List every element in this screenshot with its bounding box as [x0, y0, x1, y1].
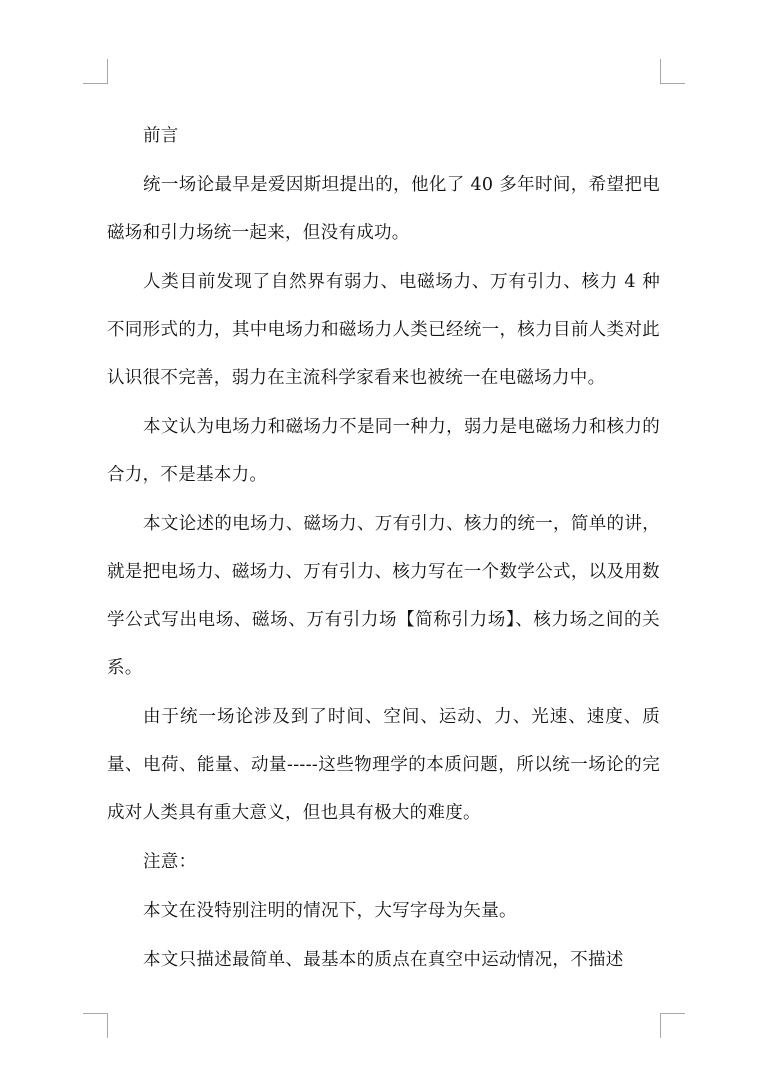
margin-mark-bottom-left	[83, 1013, 108, 1038]
paragraph: 本文论述的电场力、磁场力、万有引力、核力的统一，简单的讲，就是把电场力、磁场力、万有引力、核力写在一个数学公式，以及用数学公式写出电场、磁场、万有引力场【简称引力场】、核力场之间的关系。	[107, 514, 660, 678]
paragraph: 本文在没特别注明的情况下，大写字母为矢量。	[143, 901, 517, 921]
paragraph: 人类目前发现了自然界有弱力、电磁场力、万有引力、核力 4 种不同形式的力，其中电场力和磁场力人类已经统一，核力目前人类对此认识很不完善，弱力在主流科学家看来也被统一在电磁场力中。	[107, 272, 660, 388]
paragraph: 本文只描述最简单、最基本的质点在真空中运动情况，不描述	[143, 950, 624, 970]
margin-mark-top-right	[660, 59, 685, 84]
section-heading: 前言	[143, 126, 179, 146]
note-label: 注意：	[143, 852, 197, 872]
paragraph: 本文认为电场力和磁场力不是同一种力，弱力是电磁场力和核力的合力，不是基本力。	[107, 417, 660, 485]
paragraph: 统一场论最早是爱因斯坦提出的，他化了 40 多年时间，希望把电磁场和引力场统一起来，但没有成功。	[107, 175, 660, 243]
paragraph: 由于统一场论涉及到了时间、空间、运动、力、光速、速度、质量、电荷、能量、动量-----这些物理学的本质问题，所以统一场论的完成对人类具有重大意义，但也具有极大的难度。	[107, 707, 660, 823]
margin-mark-top-left	[83, 59, 108, 84]
document-body	[107, 112, 660, 985]
margin-mark-bottom-right	[660, 1013, 685, 1038]
